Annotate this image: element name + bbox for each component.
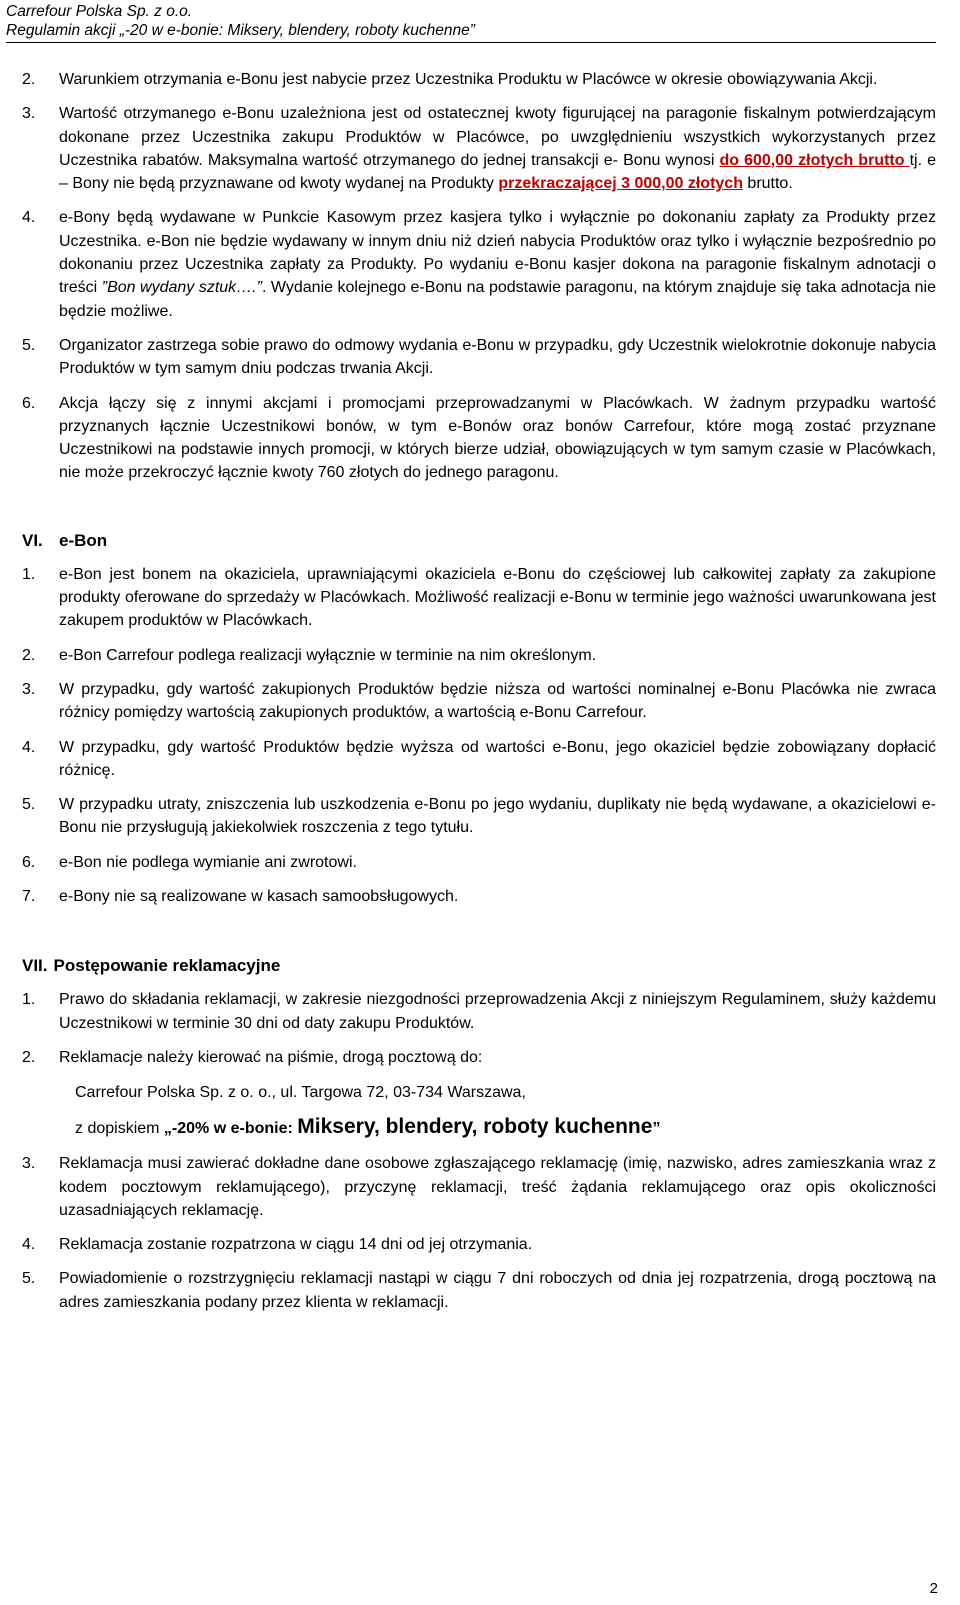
- section-heading-vi: VI. e-Bon: [22, 530, 108, 550]
- list-item: 4. e-Bony będą wydawane w Punkcie Kasowym przez kasjera tylko i wyłącznie po dokonaniu zapłaty za Produkty przez Uczestnika. e-Bon nie będzie wydawany w innym dniu niż dzień nabycia Produktów oraz tylko i wyłącznie bezpośrednio po dokonaniu przez Uczestnika zapłaty za Produkty. Po wydaniu e-Bonu kasjer dokona na paragonie fiskalnym adnotacji o treści ”Bon wydany sztuk….”. Wydanie kolejnego e-Bonu na podstawie paragonu, na którym znajduje się taka adnotacja nie będzie możliwe.: [22, 209, 937, 320]
- list-item: 4. Reklamacja zostanie rozpatrzona w ciągu 14 dni od jej otrzymania.: [22, 1236, 533, 1254]
- list-item: 5. Powiadomienie o rozstrzygnięciu reklamacji nastąpi w ciągu 7 dni roboczych od dnia jej rozpatrzenia, drogą pocztową na adres zamieszkania podany przez klienta w reklamacji.: [22, 1270, 936, 1311]
- list-item: 6. Akcja łączy się z innymi akcjami i promocjami przeprowadzanymi w Placówkach. W żadnym przypadku wartość przyznanych łącznie Uczestnikowi bonów, w tym e-Bonów oraz bonów Carrefour, które mogą zostać przyznane Uczestnikowi na podstawie innych promocji, w których bierze udział, obowiązujących w tym samym czasie w Placówkach, nie może przekroczyć łącznie kwoty 760 złotych do jednego paragonu.: [22, 394, 936, 482]
- list-item: 2. Reklamacje należy kierować na piśmie, drogą pocztową do:: [22, 1048, 483, 1066]
- complaint-note: z dopiskiem „-20% w e-bonie: Miksery, blendery, roboty kuchenne”: [75, 1115, 661, 1139]
- max-value-highlight: do 600,00 złotych brutto: [719, 151, 910, 169]
- complaint-address: Carrefour Polska Sp. z o. o., ul. Targowa 72, 03-734 Warszawa,: [75, 1084, 526, 1102]
- list-item: 1. Prawo do składania reklamacji, w zakresie niezgodności przeprowadzenia Akcji z niniejszym Regulaminem, służy każdemu Uczestnikowi w terminie 30 dni od daty zakupu Produktów.: [22, 991, 936, 1032]
- list-item: 4. W przypadku, gdy wartość Produktów będzie wyższa od wartości e-Bonu, jego okaziciel będzie zobowiązany dopłacić różnicę.: [22, 738, 936, 779]
- list-item: 3. Reklamacja musi zawierać dokładne dane osobowe zgłaszającego reklamację (imię, nazwisko, adres zamieszkania wraz z kodem pocztowym reklamującego), przyczynę reklamacji, treść żądania reklamującego oraz opis okoliczności uzasadniających reklamację.: [22, 1155, 936, 1219]
- page-number: 2: [929, 1580, 938, 1597]
- list-item: 2. e-Bon Carrefour podlega realizacji wyłącznie w terminie na nim określonym.: [22, 646, 597, 664]
- list-item: 3. W przypadku, gdy wartość zakupionych Produktów będzie niższa od wartości nominalnej e-Bonu Placówka nie zwraca różnicy pomiędzy wartością zakupionych produktów, a wartością e-Bonu Carrefour.: [22, 680, 936, 722]
- list-item: 2. Warunkiem otrzymania e-Bonu jest nabycie przez Uczestnika Produktu w Placówce w okresie obowiązywania Akcji.: [22, 71, 878, 88]
- list-item: 6. e-Bon nie podlega wymianie ani zwrotowi.: [22, 853, 357, 871]
- document-body: [22, 68, 936, 1314]
- header-doc-title: Regulamin akcji „-20 w e-bonie: Miksery, blendery, roboty kuchenne”: [6, 22, 475, 39]
- list-item: 1. e-Bon jest bonem na okaziciela, uprawniającymi okaziciela e-Bonu do częściowej lub całkowitej zapłaty za zakupione produkty oferowane do sprzedaży w Placówkach. Możliwość realizacji e-Bonu w terminie jego ważności uwarunkowana jest zakupem produktów w Placówkach.: [22, 565, 936, 630]
- list-item: 7. e-Bony nie są realizowane w kasach samoobsługowych.: [22, 888, 459, 906]
- list-item: 5. Organizator zastrzega sobie prawo do odmowy wydania e-Bonu w przypadku, gdy Uczestnik wielokrotnie dokonuje nabycia Produktów w tym samym dniu podczas trwania Akcji.: [22, 336, 936, 378]
- section-heading-vii: VII. Postępowanie reklamacyjne: [22, 956, 281, 976]
- list-item: 3. Wartość otrzymanego e-Bonu uzależniona jest od ostatecznej kwoty figurującej na paragonie fiskalnym potwierdzającym dokonane przez Uczestnika zakupu Produktów w Placówce, po uwzględnieniu wszystkich wykorzystanych przez Uczestnika rabatów. Maksymalna wartość otrzymanego do jednej transakcji e- Bonu wynosi do 600,00 złotych brutto tj. e – Bony nie będą przyznawane od kwoty wydanej na Produkty przekraczającej 3 000,00 złotych brutto.: [22, 105, 936, 193]
- header-company: Carrefour Polska Sp. z o.o.: [6, 3, 193, 20]
- page-header: [6, 2, 936, 43]
- limit-value-highlight: przekraczającej 3 000,00 złotych: [498, 175, 743, 193]
- list-item: 5. W przypadku utraty, zniszczenia lub uszkodzenia e-Bonu po jego wydaniu, duplikaty nie będą wydawane, a okazicielowi e-Bonu nie przysługują jakiekolwiek roszczenia z tego tytułu.: [22, 796, 936, 837]
